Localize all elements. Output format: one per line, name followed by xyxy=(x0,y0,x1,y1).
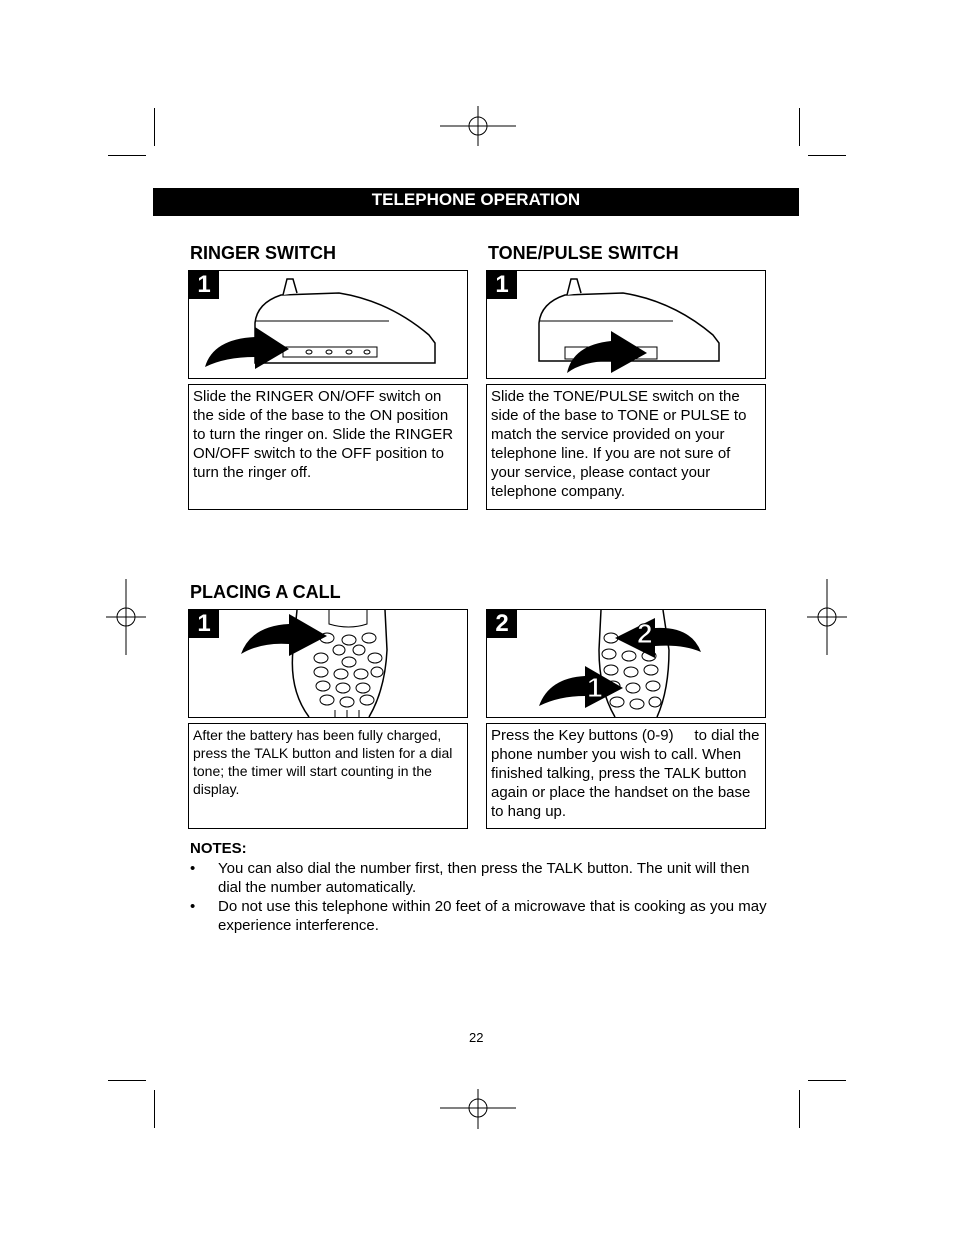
placing-call-step1-figure xyxy=(188,609,468,718)
step-badge: 1 xyxy=(487,271,517,299)
ringer-switch-heading: RINGER SWITCH xyxy=(190,243,336,263)
note-text: Do not use this telephone within 20 feet of a microwave that is cooking as you may experience interference. xyxy=(218,898,767,934)
arrow-icon xyxy=(487,610,765,717)
crop-mark-bl-v xyxy=(154,1090,155,1128)
arrow-label-1: 1 xyxy=(587,672,603,703)
bullet: • xyxy=(190,860,196,877)
crop-mark-tl-h xyxy=(108,155,146,156)
ringer-switch-figure xyxy=(188,270,468,379)
arrow-icon xyxy=(189,610,467,717)
tone-pulse-switch-heading: TONE/PULSE SWITCH xyxy=(488,243,679,263)
ringer-switch-instructions: Slide the RINGER ON/OFF switch on the side of the base to the ON position to turn the ringer on. Slide the RINGER ON/OFF switch to the OFF position to turn the ringer off. xyxy=(188,384,468,510)
registration-mark-top-icon xyxy=(440,106,516,146)
crop-mark-tr-h xyxy=(808,155,846,156)
notes-list xyxy=(190,859,770,935)
placing-a-call-heading: PLACING A CALL xyxy=(190,582,341,602)
tone-pulse-switch-figure xyxy=(486,270,766,379)
placing-call-step2-figure xyxy=(486,609,766,718)
bullet: • xyxy=(190,898,196,915)
registration-mark-right-icon xyxy=(807,579,847,655)
arrow-icon xyxy=(487,271,765,378)
crop-mark-br-h xyxy=(808,1080,846,1081)
crop-mark-br-v xyxy=(799,1090,800,1128)
crop-mark-tl-v xyxy=(154,108,155,146)
section-header: TELEPHONE OPERATION xyxy=(153,188,799,216)
arrow-icon xyxy=(189,271,467,378)
step-badge: 2 xyxy=(487,610,517,638)
crop-mark-tr-v xyxy=(799,108,800,146)
note-item xyxy=(190,897,770,935)
note-text: You can also dial the number first, then press the TALK button. The unit will then dial the number automatically. xyxy=(218,860,750,896)
registration-mark-bottom-icon xyxy=(440,1089,516,1129)
tone-pulse-switch-instructions: Slide the TONE/PULSE switch on the side of the base to TONE or PULSE to match the service provided on your telephone line. If you are not sure of your service, please contact your telephone company. xyxy=(486,384,766,510)
step-badge: 1 xyxy=(189,271,219,299)
arrow-label-2: 2 xyxy=(637,618,653,649)
placing-call-step1-instructions: After the battery has been fully charged, press the TALK button and listen for a dial tone; the timer will start counting in the display. xyxy=(188,723,468,829)
page-number: 22 xyxy=(469,1030,484,1045)
note-item xyxy=(190,859,770,897)
step-badge: 1 xyxy=(189,610,219,638)
registration-mark-left-icon xyxy=(106,579,146,655)
notes-title: NOTES: xyxy=(190,840,247,857)
placing-call-step2-instructions: Press the Key buttons (0-9) to dial the phone number you wish to call. When finished talking, press the TALK button again or place the handset on the base to hang up. xyxy=(486,723,766,829)
crop-mark-bl-h xyxy=(108,1080,146,1081)
